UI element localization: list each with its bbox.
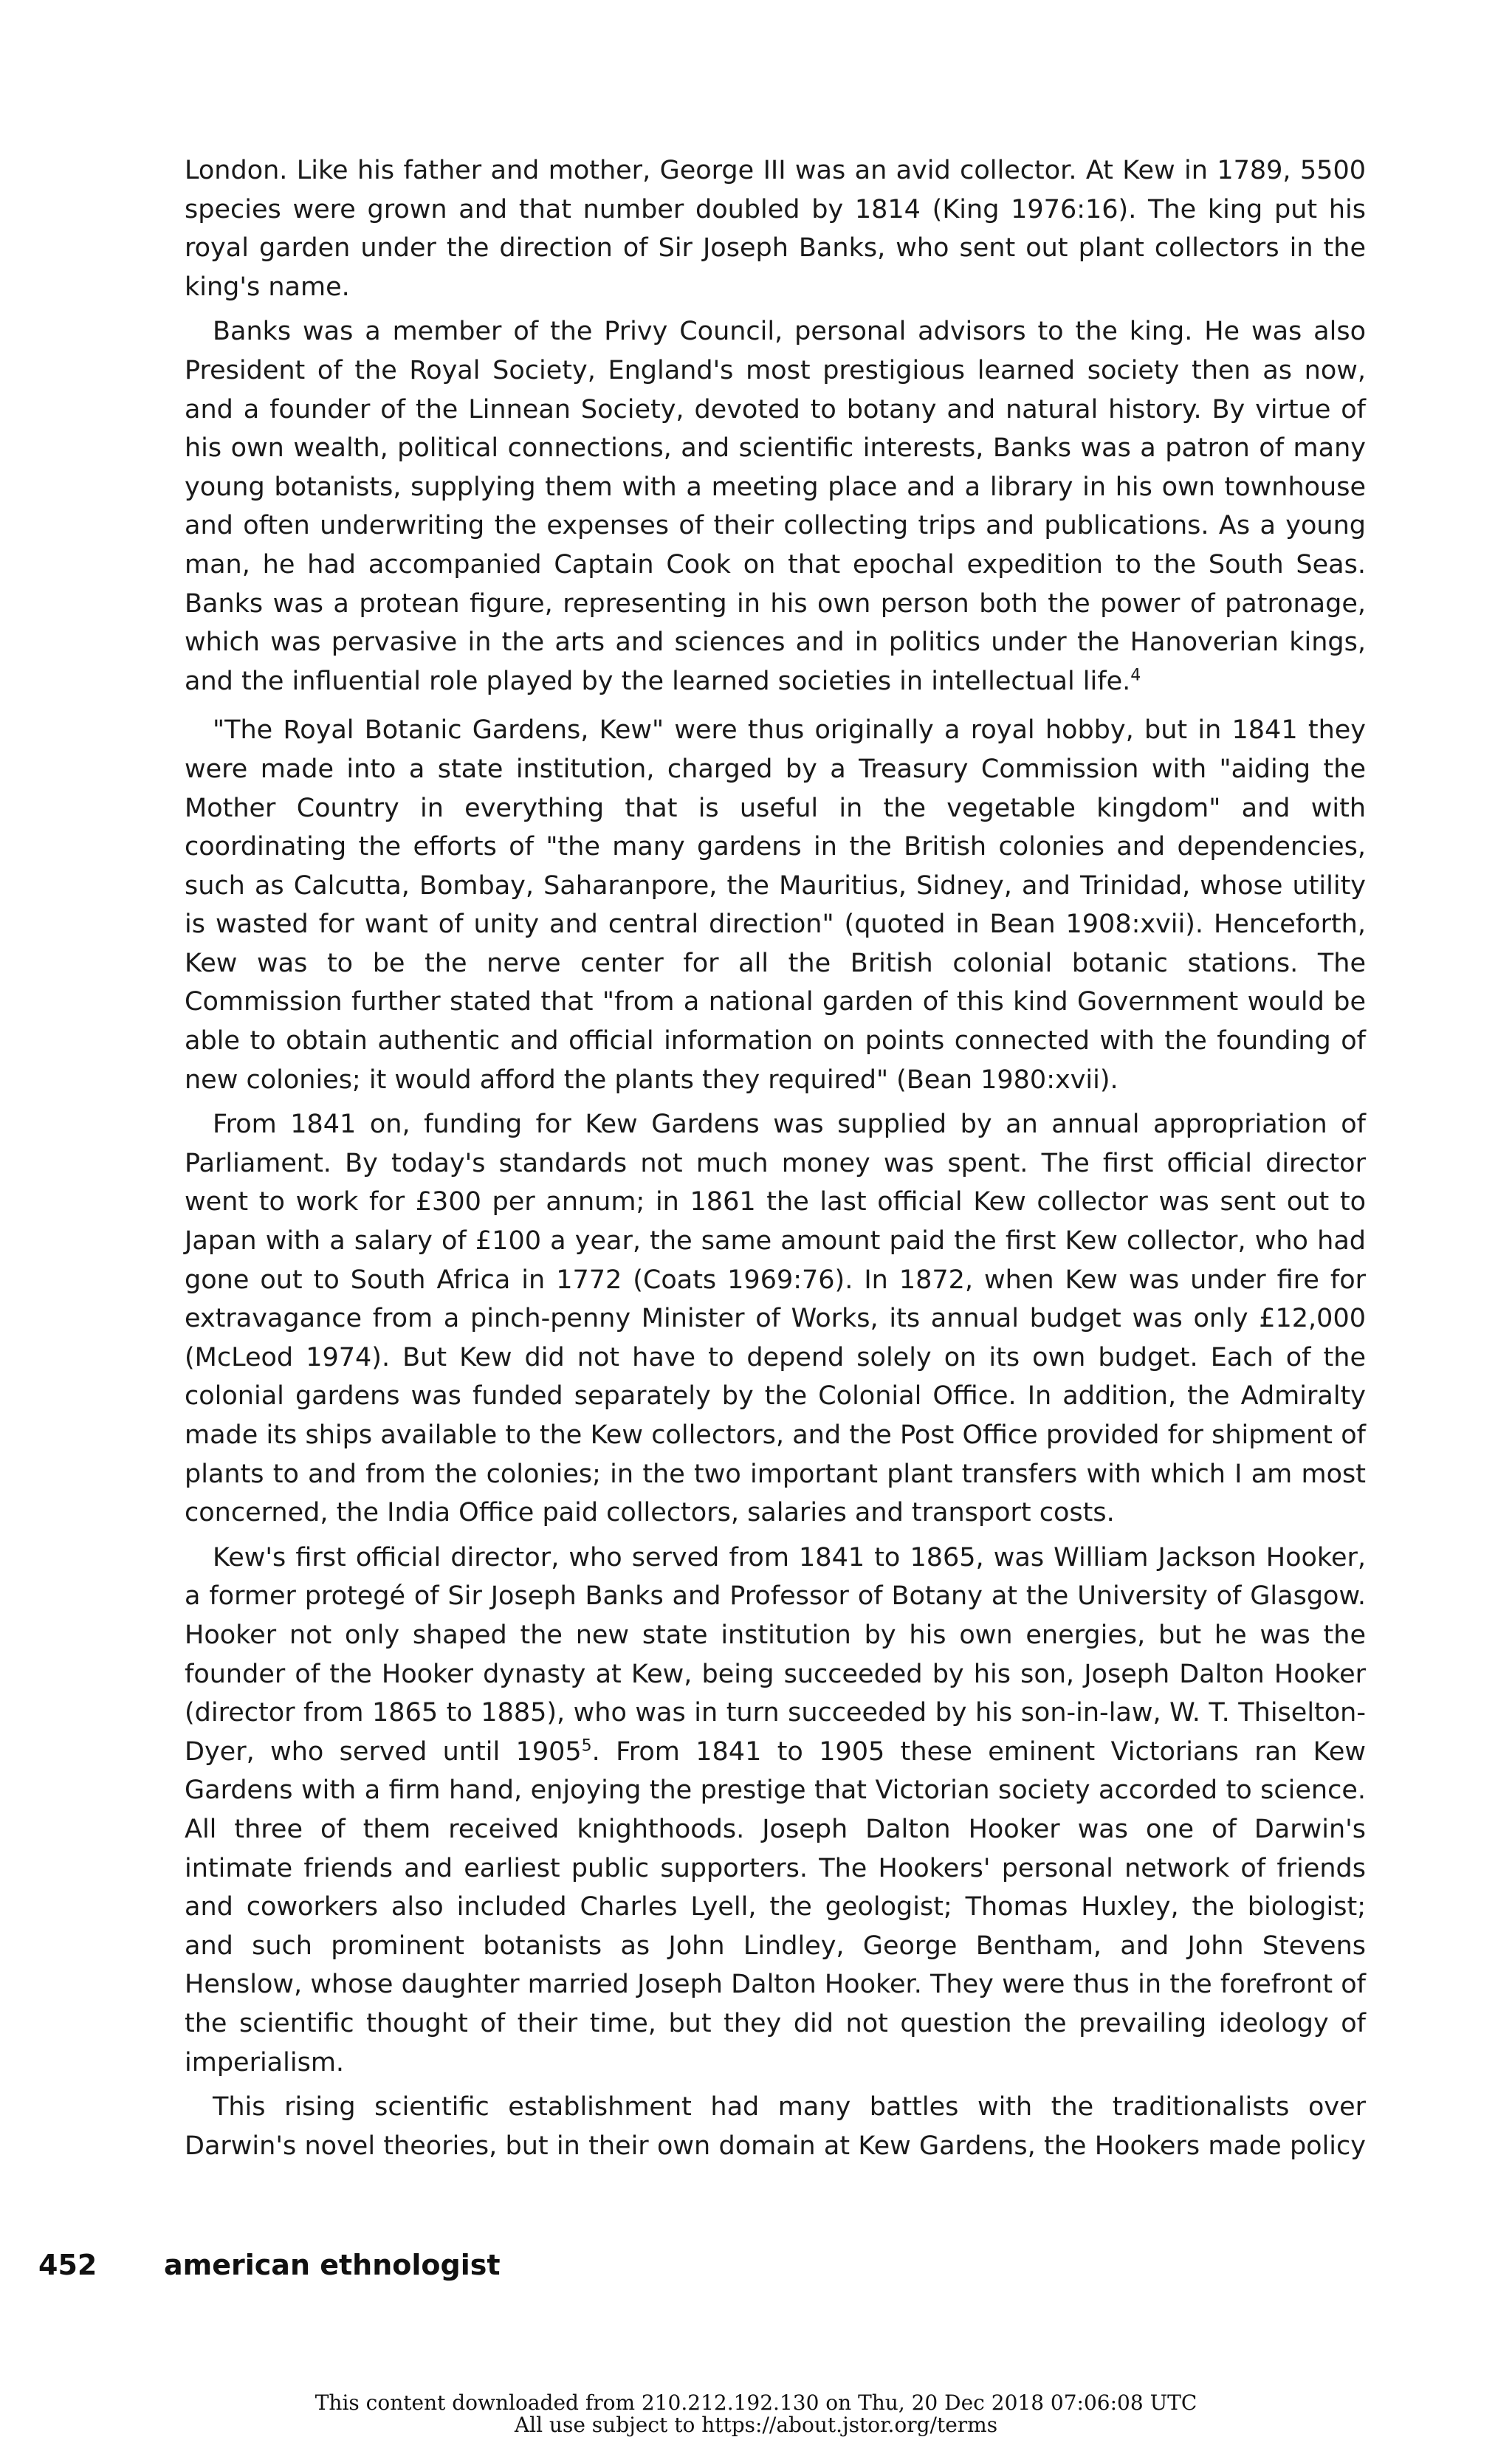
jstor-terms-line: All use subject to https://about.jstor.org/terms [514,2413,998,2437]
jstor-notice [0,2392,1512,2436]
jstor-download-line: This content downloaded from 210.212.192.130 on Thu, 20 Dec 2018 07:06:08 UTC [315,2390,1197,2415]
article-body [185,151,1366,2165]
page-number: 452 [38,2249,97,2281]
footnote-ref-5: 5 [581,1736,592,1756]
paragraph-kew-state: "The Royal Botanic Gardens, Kew" were thus originally a royal hobby, but in 1841 they were made into a state institution, charged by a Treasury Commission with "aiding the Mother Country in everything that is useful in the vegetable kingdom" and with coordinating the efforts of "the many gardens in the British colonies and dependencies, such as Calcutta, Bombay, Saharanpore, the Mauritius, Sidney, and Trinidad, whose utility is wasted for want of unity and central direction" (quoted in Bean 1908:xvii). Henceforth, Kew was to be the nerve center for all the British colonial botanic stations. The Commission further stated that "from a national garden of this kind Government would be able to obtain authentic and official information on points connected with the founding of new colonies; it would afford the plants they required" (Bean 1980:xvii). [185,715,1366,1095]
footnote-ref-4: 4 [1130,666,1141,685]
paragraph-banks [185,312,1366,701]
paragraph-banks-text: Banks was a member of the Privy Council, personal advisors to the king. He was also President of the Royal Society, England's most prestigious learned society then as now, and a founder of the Linnean Society, devoted to botany and natural history. By virtue of his own wealth, political connections, and scientific interests, Banks was a patron of many young botanists, supplying them with a meeting place and a library in his own townhouse and often underwriting the expenses of their collecting trips and publications. As a young man, he had accompanied Captain Cook on that epochal expedition to the South Seas. Banks was a protean figure, representing in his own person both the power of patronage, which was pervasive in the arts and sciences and in politics under the Hanoverian kings, and the influential role played by the learned societies in intellectual life. [185,317,1366,696]
paragraph-rising: This rising scientific establishment had many battles with the traditionalists over Darwin's novel theories, but in their own domain at Kew Gardens, the Hookers made policy [185,2092,1366,2161]
journal-name: american ethnologist [164,2249,501,2281]
paragraph-funding: From 1841 on, funding for Kew Gardens was supplied by an annual appropriation of Parliament. By today's standards not much money was spent. The first official director went to work for £300 per annum; in 1861 the last official Kew collector was sent out to Japan with a salary of £100 a year, the same amount paid the first Kew collector, who had gone out to South Africa in 1772 (Coats 1969:76). In 1872, when Kew was under fire for extravagance from a pinch-penny Minister of Works, its annual budget was only £12,000 (McLeod 1974). But Kew did not have to depend solely on its own budget. Each of the colonial gardens was funded separately by the Colonial Office. In addition, the Admiralty made its ships available to the Kew collectors, and the Post Office provided for shipment of plants to and from the colonies; in the two important plant transfers with which I am most concerned, the India Office paid collectors, salaries and transport costs. [185,1110,1366,1528]
paragraph-hooker [185,1539,1366,2082]
paragraph-hooker-text-b: . From 1841 to 1905 these eminent Victorians ran Kew Gardens with a firm hand, enjoying the prestige that Victorian society accorded to science. All three of them received knighthoods. Joseph Dalton Hooker was one of Darwin's intimate friends and earliest public supporters. The Hookers' personal network of friends and coworkers also included Charles Lyell, the geologist; Thomas Huxley, the biologist; and such prominent botanists as John Lindley, George Bentham, and John Stevens Henslow, whose daughter married Joseph Dalton Hooker. They were thus in the forefront of the scientific thought of their time, but they did not question the prevailing ideology of imperialism. [185,1736,1366,2077]
paragraph-hooker-text-a: Kew's first official director, who served from 1841 to 1865, was William Jackson Hooker, a former protegé of Sir Joseph Banks and Professor of Botany at the University of Glasgow. Hooker not only shaped the new state institution by his own energies, but he was the founder of the Hooker dynasty at Kew, being succeeded by his son, Joseph Dalton Hooker (director from 1865 to 1885), who was in turn succeeded by his son-in-law, W. T. Thiselton-Dyer, who served until 1905 [185,1542,1366,1767]
paragraph-continued: London. Like his father and mother, George III was an avid collector. At Kew in 1789, 5500 species were grown and that number doubled by 1814 (King 1976:16). The king put his royal garden under the direction of Sir Joseph Banks, who sent out plant collectors in the king's name. [185,156,1366,302]
